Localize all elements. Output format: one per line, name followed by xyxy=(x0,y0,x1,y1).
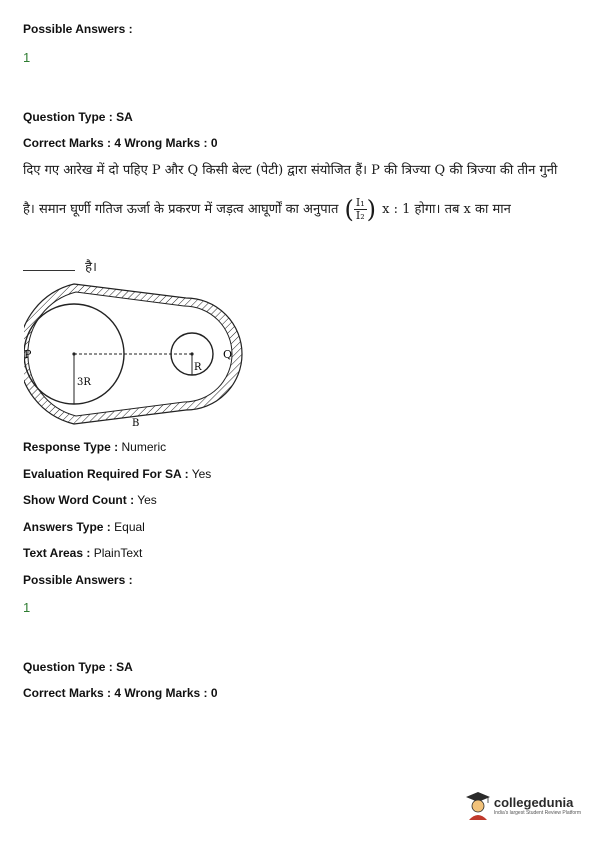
text-areas-label: Text Areas : xyxy=(23,546,91,560)
possible-answer-value-1: 1 xyxy=(23,50,31,65)
collegedunia-logo xyxy=(465,790,581,820)
next-marks-row: Correct Marks : 4 Wrong Marks : 0 xyxy=(23,686,218,700)
answers-type-row xyxy=(23,520,145,534)
word-count-label: Show Word Count : xyxy=(23,493,135,507)
question-text-line-3 xyxy=(23,257,97,275)
text-areas-value: PlainText xyxy=(93,546,143,560)
label-q: Q xyxy=(223,348,233,361)
fraction-denominator: I₂ xyxy=(355,209,365,222)
belt-pulley-diagram xyxy=(24,282,244,432)
response-type-label: Response Type : xyxy=(23,440,119,454)
label-3r: 3R xyxy=(77,377,91,388)
logo-tagline: India's largest Student Review Platform xyxy=(493,809,581,816)
center-dot-p xyxy=(72,352,75,355)
fraction-numerator: I₁ xyxy=(355,196,365,209)
evaluation-row xyxy=(23,467,211,481)
logo-name: collegedunia xyxy=(493,794,574,810)
belt-outer xyxy=(24,284,242,424)
question-type-row xyxy=(23,110,133,124)
center-dot-q xyxy=(190,352,193,355)
question-text-line-3-end: है। xyxy=(85,260,97,275)
question-type-label: Question Type : xyxy=(23,110,113,124)
marks-row: Correct Marks : 4 Wrong Marks : 0 xyxy=(23,136,218,150)
label-b: B xyxy=(132,418,140,429)
word-count-row xyxy=(23,493,157,507)
answers-type-label: Answers Type : xyxy=(23,520,111,534)
word-count-value: Yes xyxy=(137,493,157,507)
response-type-row xyxy=(23,440,166,454)
question-text-line-2-end: x : 1 होगा। तब x का मान xyxy=(382,202,511,217)
response-type-value: Numeric xyxy=(121,440,167,454)
label-r: R xyxy=(194,362,202,373)
label-p: P xyxy=(24,348,32,361)
possible-answers-label-1: Possible Answers : xyxy=(23,22,133,36)
evaluation-value: Yes xyxy=(191,467,212,481)
possible-answers-label-2: Possible Answers : xyxy=(23,573,133,587)
possible-answer-value-2: 1 xyxy=(23,600,31,615)
graduate-mascot-icon xyxy=(465,790,491,820)
inertia-ratio-fraction: ( $\frac{\text{I₁}}{\text{I₂}}$ ) xyxy=(344,195,377,224)
question-text-line-2-start: है। समान घूर्णी गतिज ऊर्जा के प्रकरण में जड़त्व आघूर्णों का अनुपात xyxy=(23,202,339,217)
text-areas-row xyxy=(23,546,142,560)
question-type-value: SA xyxy=(116,110,133,124)
next-question-type-label: Question Type : xyxy=(23,660,113,674)
answer-blank xyxy=(23,259,75,271)
answers-type-value: Equal xyxy=(114,520,145,534)
evaluation-label: Evaluation Required For SA : xyxy=(23,467,189,481)
question-text-line-1: दिए गए आरेख में दो पहिए P और Q किसी बेल्ट (पेटी) द्वारा संयोजित हैं। P की त्रिज्या Q की त्रिज्या की तीन गुनी xyxy=(23,163,558,178)
next-question-type-value: SA xyxy=(116,660,133,674)
question-text-line-2 xyxy=(23,197,511,222)
next-question-type-row xyxy=(23,660,133,674)
